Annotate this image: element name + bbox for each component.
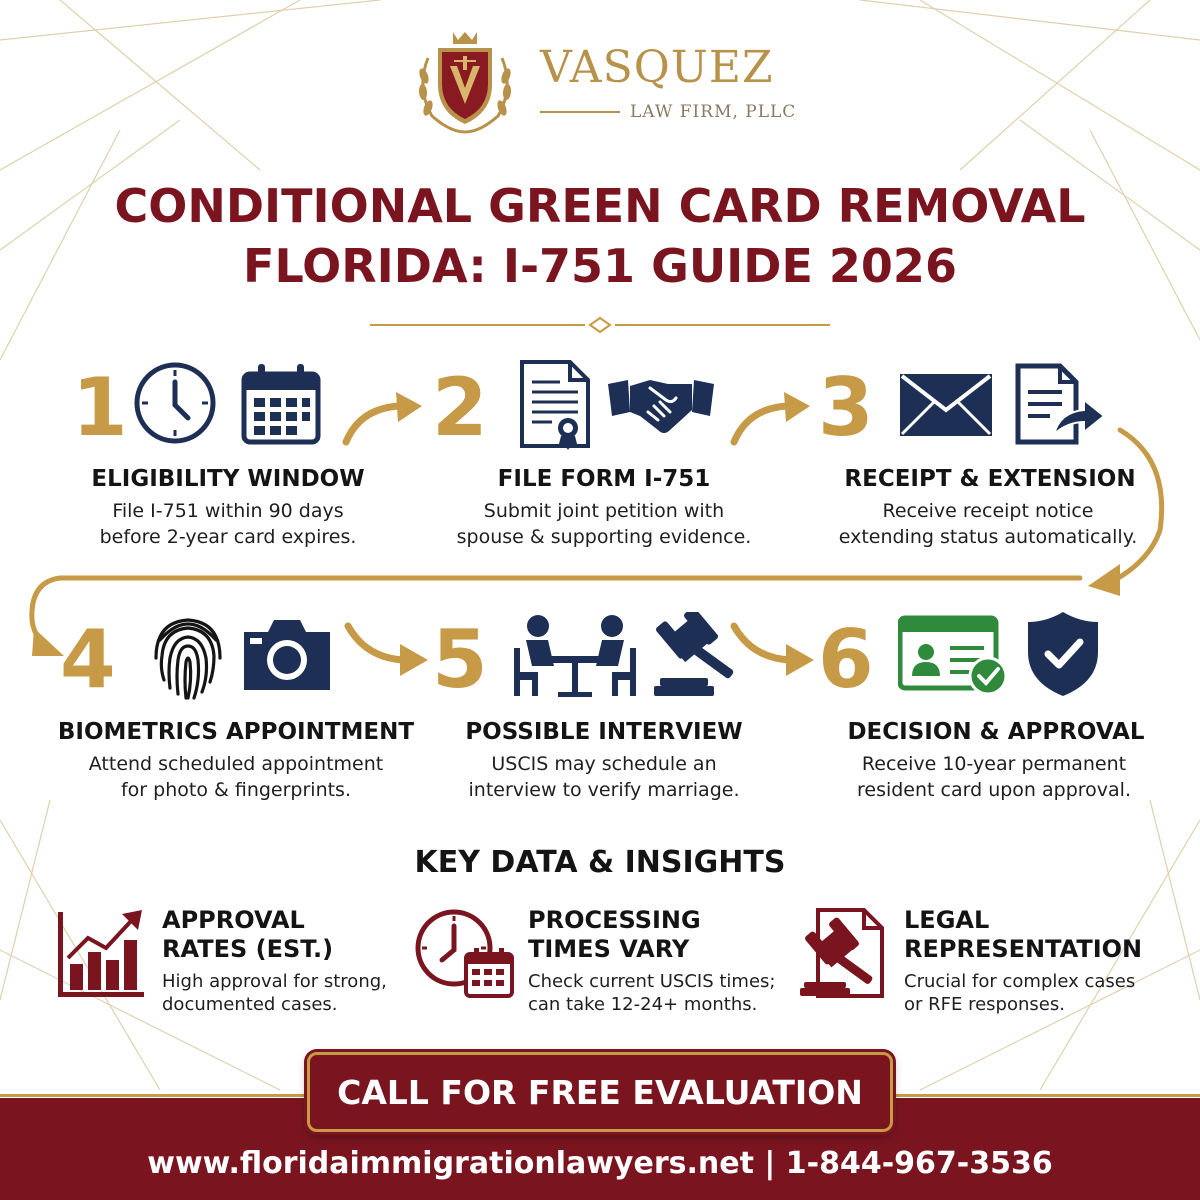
step-5-description: USCIS may schedule an interview to verify marriage. <box>468 753 740 801</box>
step-1-title: ELIGIBILITY WINDOW <box>91 466 365 492</box>
title-line-2: FLORIDA: I-751 GUIDE 2026 <box>243 239 957 293</box>
interview-table-icon <box>508 612 642 698</box>
camera-icon <box>240 614 334 694</box>
step-3-number: 3 <box>818 361 874 454</box>
step-2-description: Submit joint petition with spouse & supporting evidence. <box>456 500 752 548</box>
key-data-3-title: LEGAL REPRESENTATION <box>904 906 1143 963</box>
firm-subtitle: LAW FIRM, PLLC <box>630 102 797 122</box>
title-line-1: CONDITIONAL GREEN CARD REMOVAL <box>114 179 1086 233</box>
gavel-document-icon <box>798 906 892 1000</box>
title-ornament-divider <box>370 315 830 335</box>
key-data-2-title: PROCESSING TIMES VARY <box>528 906 701 963</box>
logo-divider <box>540 111 620 113</box>
step-5-title: POSSIBLE INTERVIEW <box>465 719 743 745</box>
step-3-description: Receive receipt notice extending status automatically. <box>838 500 1138 548</box>
law-firm-crest-icon <box>410 28 520 138</box>
step-4-number: 4 <box>60 613 116 706</box>
step-6-description: Receive 10-year permanent resident card upon approval. <box>856 753 1131 801</box>
key-data-1-title: APPROVAL RATES (EST.) <box>162 906 334 963</box>
clock-calendar-icon <box>414 906 516 1000</box>
step-4-title: BIOMETRICS APPOINTMENT <box>57 719 415 745</box>
step-4-description: Attend scheduled appointment for photo & fingerprints. <box>88 753 384 801</box>
firm-logo <box>410 28 810 138</box>
key-data-3-description: Crucial for complex cases or RFE responses. <box>904 971 1136 1015</box>
arrow-step-5-to-6 <box>730 618 816 678</box>
step-1-description: File I-751 within 90 days before 2-year card expires. <box>99 500 357 548</box>
arrow-step-4-to-5 <box>344 618 430 678</box>
footer-contact-info[interactable]: www.floridaimmigrationlawyers.net | 1-844-967-3536 <box>147 1146 1053 1181</box>
step-6-title: DECISION & APPROVAL <box>847 719 1145 745</box>
page-title <box>0 176 1200 296</box>
step-3-title: RECEIPT & EXTENSION <box>844 466 1136 492</box>
free-evaluation-button[interactable]: CALL FOR FREE EVALUATION <box>307 1052 893 1132</box>
key-data-1-description: High approval for strong, documented cases. <box>162 971 387 1015</box>
fingerprint-icon <box>150 610 226 702</box>
step-2-title: FILE FORM I-751 <box>497 466 711 492</box>
step-1-number: 1 <box>72 361 128 454</box>
step-6-number: 6 <box>818 613 874 706</box>
shield-check-icon <box>1026 610 1100 698</box>
firm-name: VASQUEZ <box>540 42 774 93</box>
bar-chart-up-icon <box>56 908 148 1000</box>
key-data-heading: KEY DATA & INSIGHTS <box>414 845 786 880</box>
id-card-check-icon <box>898 614 1010 696</box>
step-5-number: 5 <box>432 613 488 706</box>
step-2-number: 2 <box>432 361 488 454</box>
key-data-2-description: Check current USCIS times; can take 12-24+ months. <box>528 971 776 1015</box>
